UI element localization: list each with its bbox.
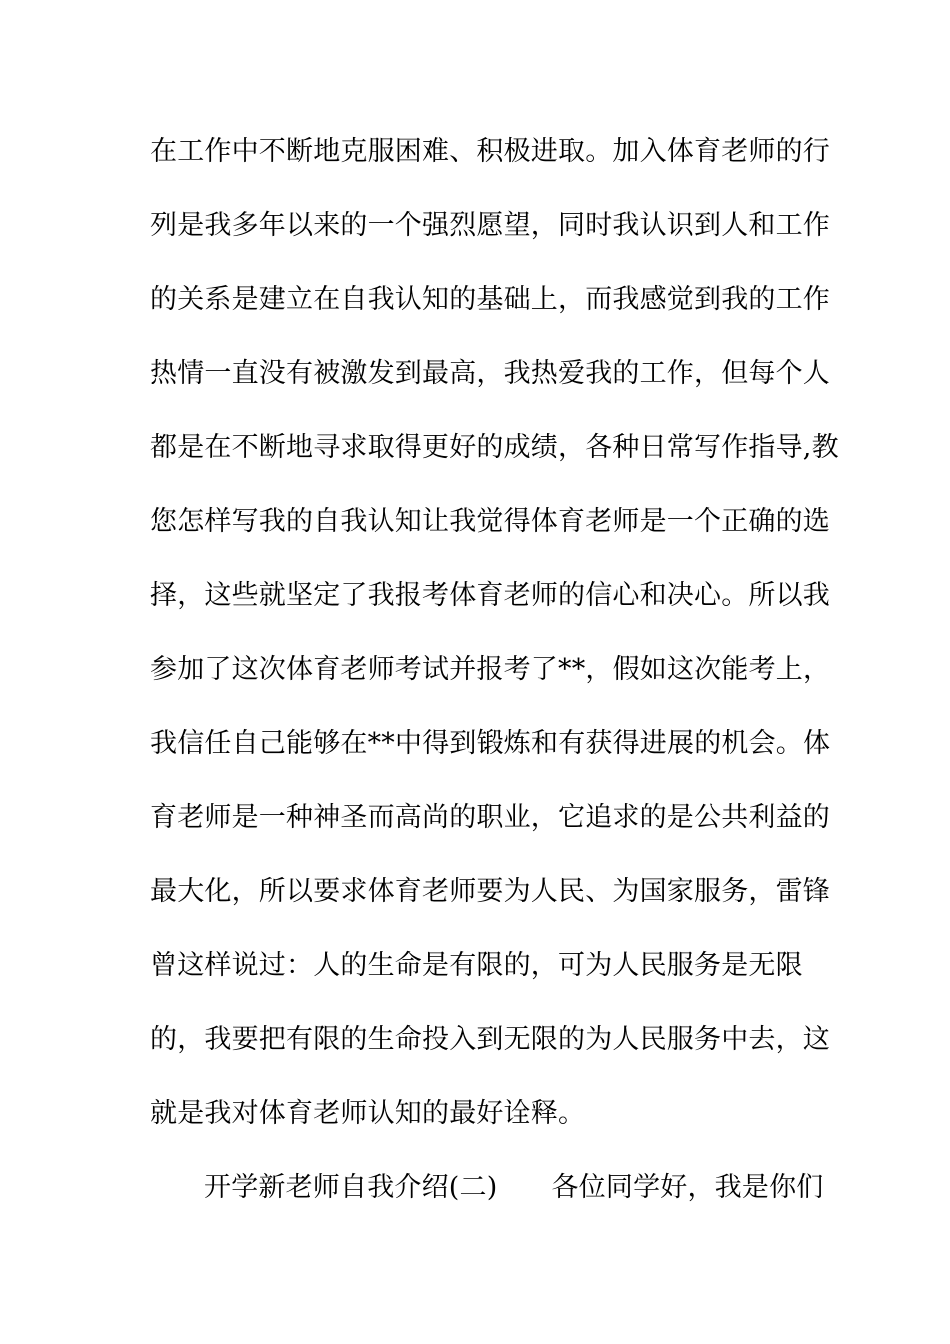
document-body xyxy=(150,128,839,1203)
text-line: 在工作中不断地克服困难、积极进取。加入体育老师的行 xyxy=(150,136,830,167)
text-line: 列是我多年以来的一个强烈愿望，同时我认识到人和工作 xyxy=(150,210,830,241)
text-line: 的关系是建立在自我认知的基础上，而我感觉到我的工作 xyxy=(150,284,830,315)
text-line: 热情一直没有被激发到最高，我热爱我的工作，但每个人 xyxy=(150,358,830,389)
section-heading-line xyxy=(150,1164,823,1238)
text-line: 曾这样说过：人的生命是有限的，可为人民服务是无限 xyxy=(150,950,803,981)
text-line: 的，我要把有限的生命投入到无限的为人民服务中去，这 xyxy=(150,1024,830,1055)
text-line: 参加了这次体育老师考试并报考了**，假如这次能考上， xyxy=(150,654,831,685)
text-line: 都是在不断地寻求取得更好的成绩，各种日常写作指导,教 xyxy=(150,432,839,463)
text-line: 您怎样写我的自我认知让我觉得体育老师是一个正确的选 xyxy=(150,506,830,537)
text-line: 我信任自己能够在**中得到锻炼和有获得进展的机会。体 xyxy=(150,728,831,759)
text-line: 就是我对体育老师认知的最好诠释。 xyxy=(150,1098,586,1129)
section-start-text: 各位同学好，我是你们 xyxy=(551,1172,824,1203)
text-line: 育老师是一种神圣而高尚的职业，它追求的是公共利益的 xyxy=(150,802,830,833)
section-title: 开学新老师自我介绍(二) xyxy=(204,1172,498,1203)
text-line: 最大化，所以要求体育老师要为人民、为国家服务，雷锋 xyxy=(150,876,830,907)
text-line: 择，这些就坚定了我报考体育老师的信心和决心。所以我 xyxy=(150,580,830,611)
